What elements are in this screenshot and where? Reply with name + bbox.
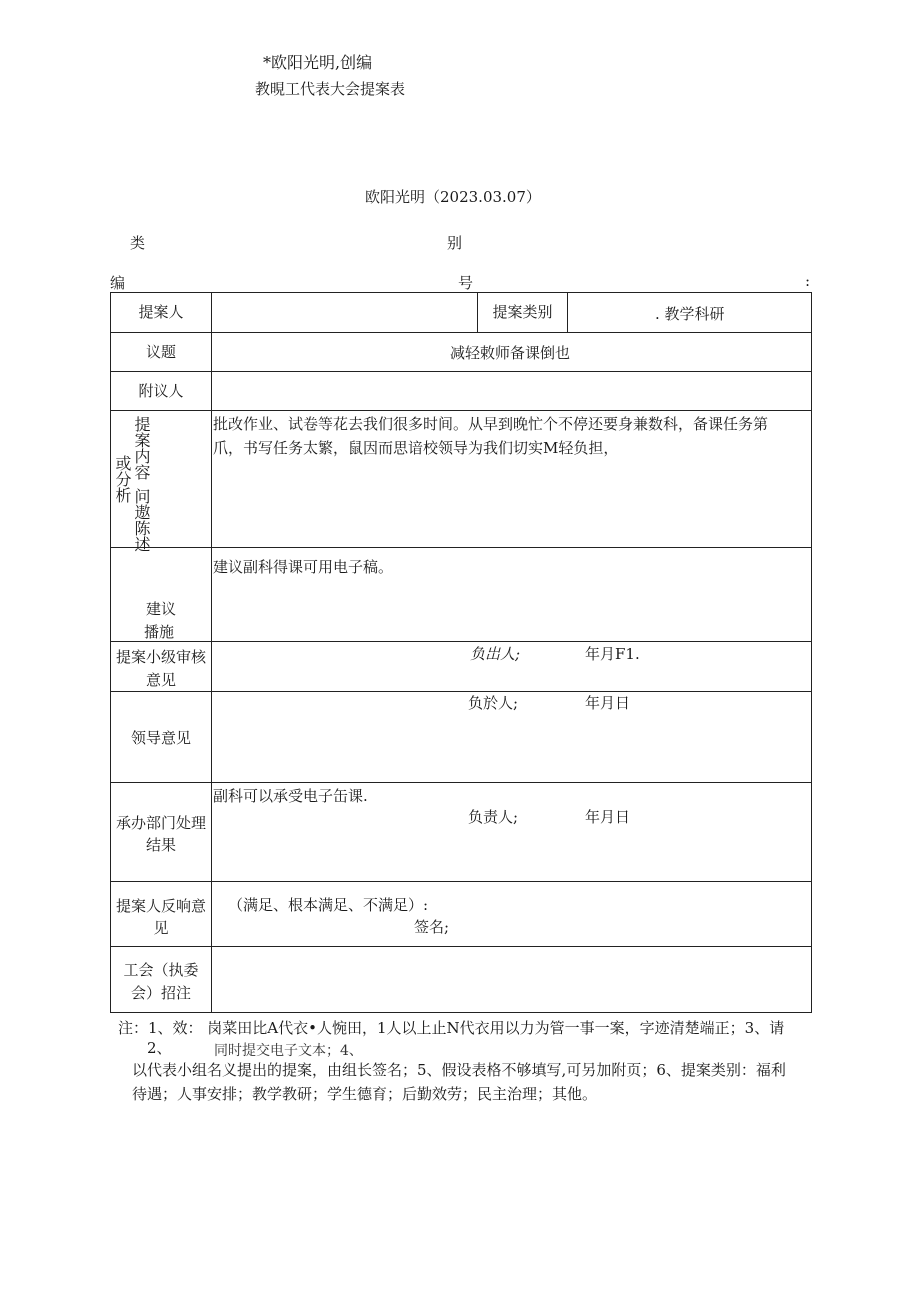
col-line <box>811 292 812 1013</box>
row-line <box>110 691 812 692</box>
col-line <box>567 292 568 332</box>
row-line <box>110 332 812 333</box>
leader-date: 年月日 <box>585 694 631 712</box>
category-value: . 教学科研 <box>655 305 725 323</box>
content-text-line1: 批改作业、试卷等花去我们很多时间。从早到晚忙个不停还要身兼数科，备课任务第 <box>213 415 769 433</box>
handling-label-line2: 结果 <box>145 836 176 854</box>
notes-line3: 待遇；人事安排；教学教研；学生德育；后勤效劳；民主治理；其他。 <box>132 1085 598 1103</box>
row-line <box>110 410 812 411</box>
row-line <box>110 1012 812 1013</box>
topic-label: 议题 <box>145 343 176 361</box>
row-line <box>110 371 812 372</box>
topic-value: 减轻敕师备课倒也 <box>450 344 571 362</box>
suggest-label-line2: 播施 <box>144 623 175 641</box>
col-line <box>211 292 212 1013</box>
feedback-options: （满足、根本满足、不满足）: <box>228 896 429 914</box>
notes-line1: 注：1、效： 岗菜田比A代衣•人惋田，1人以上止N代衣用以力为管一事一案，字迹清楚端正；3、请 <box>118 1019 785 1037</box>
union-label-line1: 工会（执委 <box>123 961 199 979</box>
handling-date: 年月日 <box>585 808 631 826</box>
category-label-right: 别 <box>447 234 463 252</box>
feedback-label-line1: 提案人反响意 <box>115 897 206 915</box>
row-line <box>110 292 812 293</box>
category-label-left: 类 <box>130 234 146 252</box>
row-line <box>110 547 812 548</box>
content-label-col1b: 问遨陈述 <box>132 488 149 552</box>
row-line <box>110 782 812 783</box>
review-person: 负岀人; <box>470 645 521 663</box>
review-label-line2: 意见 <box>145 671 176 689</box>
feedback-sign: 签名; <box>414 918 450 936</box>
leader-person: 负於人; <box>468 694 519 712</box>
author-date: 欧阳光明（2023.03.07） <box>365 188 541 206</box>
handling-label-line1: 承办部门处理 <box>115 814 206 832</box>
notes-line2: 以代表小组名义提出的提案，由组长签名；5、假设表格不够填写,可另加附页；6、提案类别：福利 <box>132 1061 786 1079</box>
notes-overlap-a: 2、 <box>147 1039 172 1057</box>
number-colon: : <box>805 272 811 290</box>
union-label-line2: 会）招注 <box>130 984 191 1002</box>
content-label-col2: 或分析 <box>113 455 130 503</box>
suggest-text: 建议副科得课可用电子稿。 <box>213 558 394 576</box>
row-line <box>110 946 812 947</box>
form-title: 教晛工代表大会提案表 <box>255 80 406 98</box>
edit-note: *欧阳光明,创编 <box>263 53 373 72</box>
proposer-label: 提案人 <box>138 303 184 321</box>
row-line <box>110 881 812 882</box>
row-line <box>110 641 812 642</box>
number-label-left: 编 <box>110 274 126 292</box>
number-label-right: 号 <box>458 274 474 292</box>
notes-overlap-b: 同时提交电子文本；4、 <box>214 1043 363 1059</box>
handling-person: 负责人; <box>468 808 519 826</box>
handling-text: 副科可以承受电子缶课. <box>213 787 368 805</box>
category-label: 提案类别 <box>492 303 553 321</box>
content-text-line2: 爪，书写任务太繁，鼠因而思谙校领导为我们切实M轻负担， <box>213 439 619 457</box>
cosigner-label: 附议人 <box>138 382 184 400</box>
review-label-line1: 提案小级审核 <box>115 648 206 666</box>
content-label-col1: 提案内容 <box>132 416 149 480</box>
suggest-label-line1: 建议 <box>146 600 177 618</box>
leader-label: 领导意见 <box>130 729 191 747</box>
feedback-label-line2: 见 <box>153 919 169 937</box>
review-date: 年月F1. <box>585 645 640 663</box>
